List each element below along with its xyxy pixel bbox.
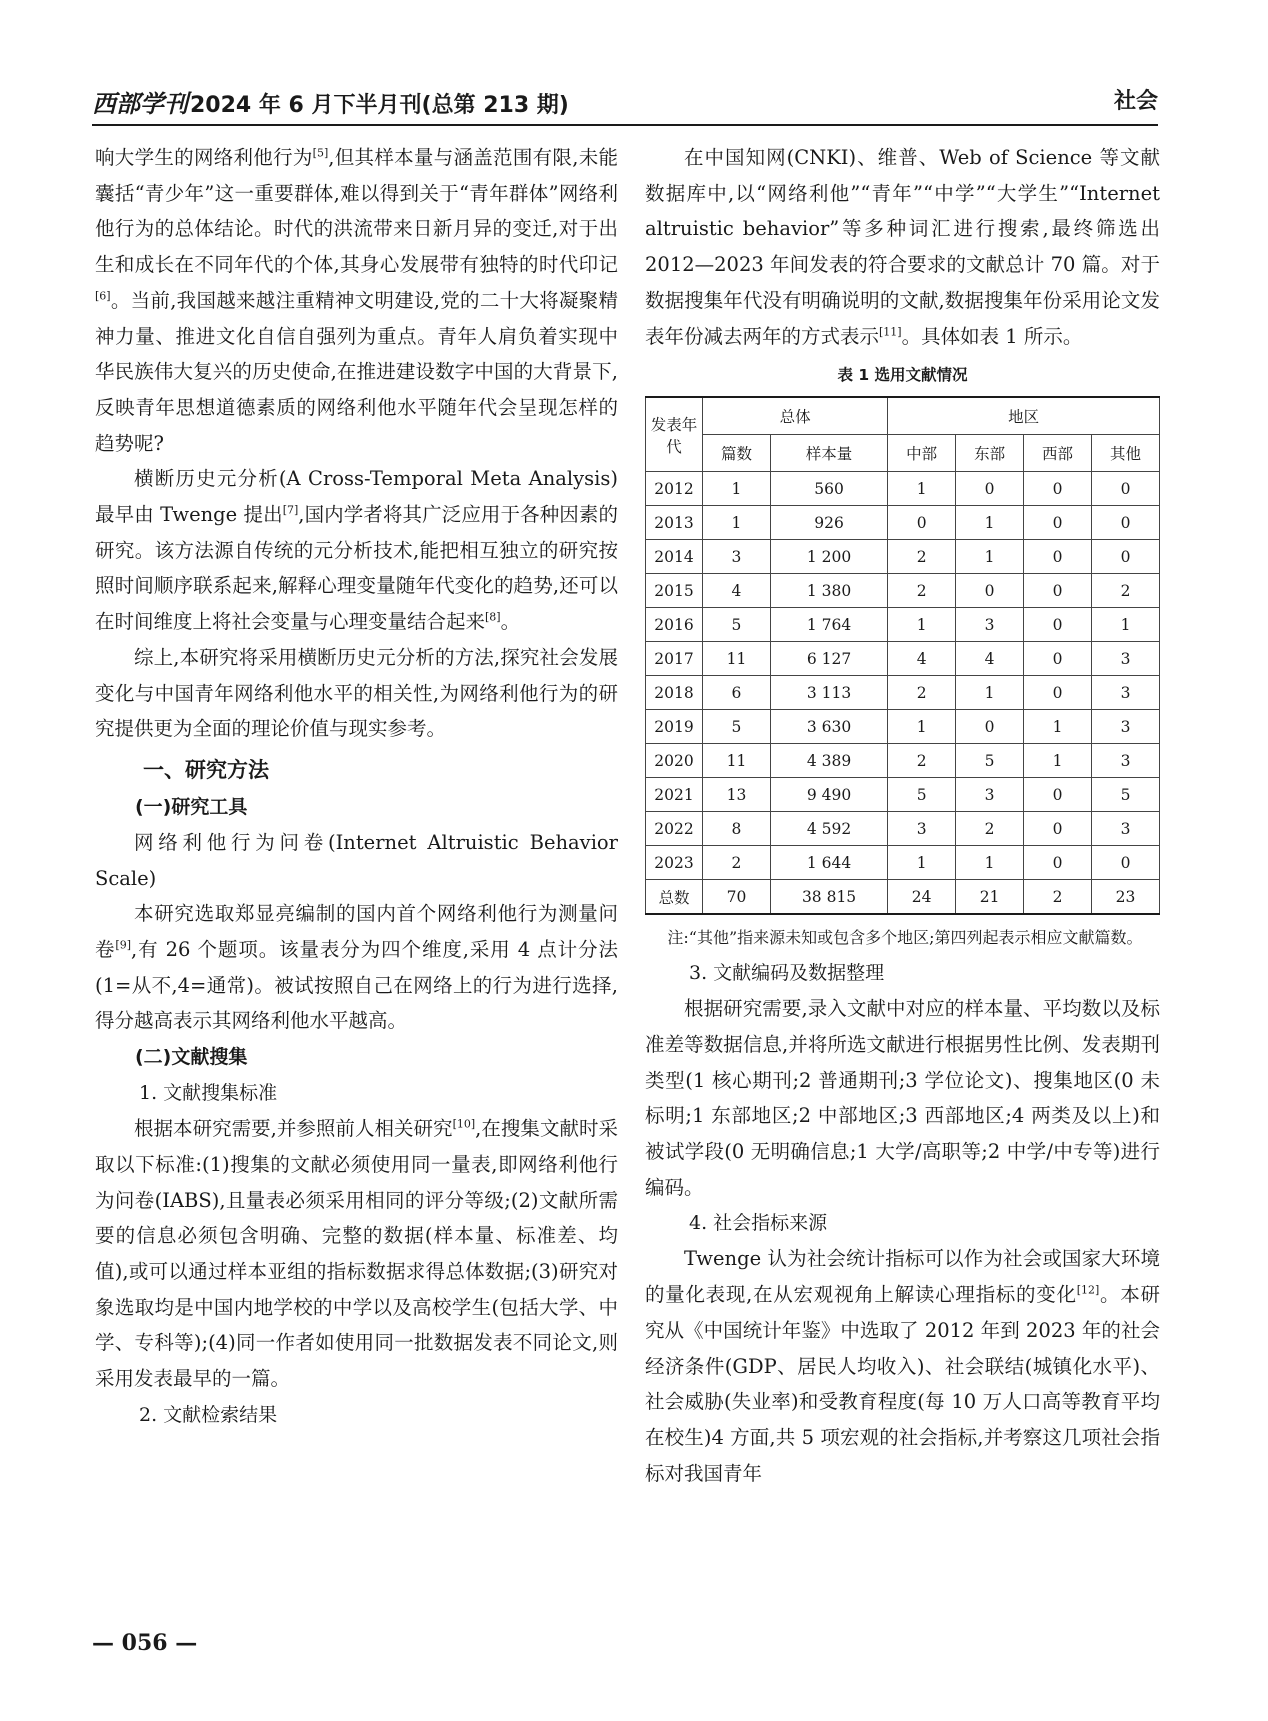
- text: ,有 26 个题项。该量表分为四个维度,采用 4 点计分法(1=从不,4=通常)。被试按照自己在网络上的行为进行选择,得分越高表示其网络利他水平越高。: [95, 938, 618, 1033]
- table-cell: 2: [888, 574, 956, 608]
- paragraph: [95, 1111, 618, 1397]
- table-cell: 1 200: [770, 540, 887, 574]
- table-cell: 0: [956, 574, 1024, 608]
- table-cell: 0: [1024, 540, 1092, 574]
- table-cell: 70: [703, 880, 771, 915]
- minor-heading: 2. 文献检索结果: [139, 1403, 278, 1426]
- header-rule: [92, 124, 1158, 126]
- table-cell: 2020: [646, 744, 703, 778]
- table-cell: 9 490: [770, 778, 887, 812]
- table-cell: 0: [1024, 574, 1092, 608]
- text: 。当前,我国越来越注重精神文明建设,党的二十大将凝聚精神力量、推进文化自信自强列为重点。青年人肩负着实现中华民族伟大复兴的历史使命,在推进建设数字中国的大背景下,反映青年思想道德素质的网络利他水平随年代会呈现怎样的趋势呢?: [95, 288, 618, 455]
- table-cell: 3: [1092, 710, 1160, 744]
- table-cell: 2017: [646, 642, 703, 676]
- table-caption: 表 1 选用文献情况: [837, 366, 968, 385]
- table-cell: 3: [956, 778, 1024, 812]
- citation: [6]: [95, 289, 111, 303]
- text: 。具体如表 1 所示。: [901, 324, 1083, 348]
- paragraph: [95, 140, 618, 461]
- paragraph: 根据研究需要,录入文献中对应的样本量、平均数以及标准差等数据信息,并将所选文献进行根据男性比例、发表期刊类型(1 核心期刊;2 普通期刊;3 学位论文)、搜集地区(0 未标明;1 东部地区;2 中部地区;3 西部地区;4 两类及以上)和被试学段(0 无明确信息;1 大学/高职等;2 中学/中专等)进行编码。: [645, 997, 1160, 1199]
- header-region: 地区: [888, 397, 1160, 435]
- paragraph: [645, 140, 1160, 354]
- table-cell: 21: [956, 880, 1024, 915]
- table-cell: 1: [956, 846, 1024, 880]
- section-label: 社会: [1113, 89, 1158, 114]
- table-cell: 13: [703, 778, 771, 812]
- table-cell: 4: [956, 642, 1024, 676]
- table-cell: 5: [956, 744, 1024, 778]
- text: ,但其样本量与涵盖范围有限,未能囊括“青少年”这一重要群体,难以得到关于“青年群体”网络利他行为的总体结论。时代的洪流带来日新月异的变迁,对于出生和成长在不同年代的个体,其身心发展带有独特的时代印记: [95, 146, 618, 277]
- table-cell: 2: [956, 812, 1024, 846]
- table-cell: 0: [1092, 846, 1160, 880]
- table-row: [646, 880, 1160, 915]
- table-cell: 0: [1024, 642, 1092, 676]
- table-cell: 560: [770, 472, 887, 506]
- table-cell: 2016: [646, 608, 703, 642]
- table-cell: 6 127: [770, 642, 887, 676]
- table-cell: 1 764: [770, 608, 887, 642]
- table-cell: 3: [703, 540, 771, 574]
- table-cell: 0: [1092, 540, 1160, 574]
- section-heading: 一、研究方法: [143, 757, 269, 782]
- table-cell: 5: [703, 608, 771, 642]
- table-cell: 0: [1024, 676, 1092, 710]
- table-cell: 2015: [646, 574, 703, 608]
- table-cell: 4 389: [770, 744, 887, 778]
- table-cell: 3: [1092, 812, 1160, 846]
- table-cell: 2: [888, 744, 956, 778]
- table-cell: 0: [956, 710, 1024, 744]
- table-cell: 23: [1092, 880, 1160, 915]
- subheader-cell: 样本量: [770, 435, 887, 472]
- text: ,在搜集文献时采取以下标准:(1)搜集的文献必须使用同一量表,即网络利他行为问卷(IABS),且量表必须采用相同的评分等级;(2)文献所需要的信息必须包含明确、完整的数据(样本量、标准差、均值),或可以通过样本亚组的指标数据求得总体数据;(3)研究对象选取均是中国内地学校的中学以及高校学生(包括大学、中学、专科等);(4)同一作者如使用同一批数据发表不同论文,则采用发表最早的一篇。: [95, 1117, 619, 1391]
- citation: [8]: [485, 610, 501, 624]
- table-cell: 4 592: [770, 812, 887, 846]
- paragraph: [95, 896, 618, 1039]
- table-cell: 1: [1024, 710, 1092, 744]
- subheader-cell: 西部: [1024, 435, 1092, 472]
- citation: [9]: [115, 938, 131, 952]
- table-cell: 1: [956, 540, 1024, 574]
- table-cell: 1: [888, 608, 956, 642]
- table-cell: 1: [888, 472, 956, 506]
- table-row: [646, 744, 1160, 778]
- minor-heading: 3. 文献编码及数据整理: [689, 962, 885, 985]
- table-cell: 2019: [646, 710, 703, 744]
- literature-table: [645, 396, 1160, 915]
- table-row: [646, 642, 1160, 676]
- text: 本研究选取郑显亮编制的国内首个网络利他行为测量问卷: [95, 902, 618, 962]
- table-row: [646, 540, 1160, 574]
- table-cell: 1: [888, 710, 956, 744]
- issue-text: 2024 年 6 月下半月刊(总第 213 期): [190, 93, 569, 118]
- table-cell: 2: [888, 676, 956, 710]
- paragraph: 网络利他行为问卷(Internet Altruistic Behavior Scale): [95, 830, 618, 890]
- table-cell: 1 380: [770, 574, 887, 608]
- table-row: [646, 608, 1160, 642]
- table-cell: 0: [1024, 778, 1092, 812]
- table-cell: 0: [956, 472, 1024, 506]
- paragraph: [95, 461, 618, 640]
- table-cell: 2012: [646, 472, 703, 506]
- page-number: — 056 —: [92, 1630, 198, 1656]
- table-cell: 11: [703, 744, 771, 778]
- table-cell: 3: [1092, 642, 1160, 676]
- minor-heading: 1. 文献搜集标准: [139, 1082, 278, 1105]
- subsection-heading: (二)文献搜集: [135, 1046, 248, 1069]
- minor-heading: 4. 社会指标来源: [689, 1212, 828, 1235]
- subheader-cell: 篇数: [703, 435, 771, 472]
- citation: [10]: [452, 1117, 476, 1131]
- table-cell: 2021: [646, 778, 703, 812]
- table-cell: 926: [770, 506, 887, 540]
- table-cell: 3: [888, 812, 956, 846]
- right-column: [645, 140, 1160, 1491]
- table-cell: 1: [1092, 608, 1160, 642]
- paragraph: 综上,本研究将采用横断历史元分析的方法,探究社会发展变化与中国青年网络利他水平的相关性,为网络利他行为的研究提供更为全面的理论价值与现实参考。: [95, 645, 618, 741]
- table-cell: 5: [888, 778, 956, 812]
- text: 。: [500, 610, 521, 634]
- table-cell: 1: [888, 846, 956, 880]
- table-cell: 2013: [646, 506, 703, 540]
- text: Twenge 认为社会统计指标可以作为社会或国家大环境的量化表现,在从宏观视角上解读心理指标的变化: [645, 1247, 1160, 1307]
- table-row: [646, 846, 1160, 880]
- text: 。本研究从《中国统计年鉴》中选取了 2012 年到 2023 年的社会经济条件(GDP、居民人均收入)、社会联结(城镇化水平)、社会威胁(失业率)和受教育程度(每 10 万人口高等教育平均在校生)4 方面,共 5 项宏观的社会指标,并考察这几项社会指标对我国青年: [645, 1283, 1160, 1485]
- table-cell: 0: [1024, 506, 1092, 540]
- table-cell: 4: [888, 642, 956, 676]
- table-row: [646, 506, 1160, 540]
- left-column: [95, 140, 618, 1433]
- text: 横断历史元分析(A Cross-Temporal Meta Analysis)最早由 Twenge 提出: [95, 467, 618, 527]
- table-cell: 0: [1024, 608, 1092, 642]
- table-note: 注:“其他”指来源未知或包含多个地区;第四列起表示相应文献篇数。: [667, 928, 1143, 948]
- table-cell: 0: [1024, 812, 1092, 846]
- table-row: [646, 778, 1160, 812]
- table-cell: 2022: [646, 812, 703, 846]
- running-header: [92, 84, 1158, 128]
- table-cell: 1: [703, 472, 771, 506]
- text: 响大学生的网络利他行为: [95, 146, 313, 169]
- table-cell: 5: [1092, 778, 1160, 812]
- table-row: [646, 710, 1160, 744]
- table-cell: 2: [1092, 574, 1160, 608]
- table-cell: 1: [956, 506, 1024, 540]
- table-cell: 2: [888, 540, 956, 574]
- table-cell: 3 113: [770, 676, 887, 710]
- table-cell: 0: [1024, 472, 1092, 506]
- table-cell: 1: [703, 506, 771, 540]
- table-cell: 3: [1092, 744, 1160, 778]
- citation: [5]: [312, 146, 329, 160]
- table-row: [646, 574, 1160, 608]
- paragraph: [645, 1241, 1160, 1491]
- table-cell: 2: [1024, 880, 1092, 915]
- table-cell: 2014: [646, 540, 703, 574]
- table-cell: 0: [888, 506, 956, 540]
- table-row: [646, 472, 1160, 506]
- table-cell: 5: [703, 710, 771, 744]
- text: ,国内学者将其广泛应用于各种因素的研究。该方法源自传统的元分析技术,能把相互独立的研究按照时间顺序联系起来,解释心理变量随年代变化的趋势,还可以在时间维度上将社会变量与心理变量结合起来: [95, 503, 618, 634]
- table-cell: 8: [703, 812, 771, 846]
- journal-logo: 西部学刊: [92, 89, 188, 118]
- table-row: [646, 812, 1160, 846]
- citation: [11]: [879, 325, 902, 339]
- table-cell: 1: [1024, 744, 1092, 778]
- header-total: 总体: [703, 397, 888, 435]
- table-body: [646, 472, 1160, 915]
- header-year: 发表年代: [646, 397, 703, 472]
- subsection-heading: (一)研究工具: [135, 795, 248, 818]
- table-row: [646, 676, 1160, 710]
- table-cell: 3: [1092, 676, 1160, 710]
- text: 根据本研究需要,并参照前人相关研究: [134, 1117, 453, 1141]
- table-cell: 1 644: [770, 846, 887, 880]
- table-cell: 2023: [646, 846, 703, 880]
- table-cell: 2018: [646, 676, 703, 710]
- table-cell: 38 815: [770, 880, 887, 915]
- subheader-row: [646, 435, 1160, 472]
- table-cell: 4: [703, 574, 771, 608]
- table-cell: 11: [703, 642, 771, 676]
- table-cell: 总数: [646, 880, 703, 915]
- table-cell: 0: [1092, 472, 1160, 506]
- journal-issue: [92, 84, 569, 119]
- table-cell: 3 630: [770, 710, 887, 744]
- table-cell: 24: [888, 880, 956, 915]
- citation: [12]: [1076, 1283, 1100, 1297]
- text: 在中国知网(CNKI)、维普、Web of Science 等文献数据库中,以“网络利他”“青年”“中学”“大学生”“Internet altruistic behavior”等多种词汇进行搜索,最终筛选出 2012—2023 年间发表的符合要求的文献总计 70 篇。对于数据搜集年代没有明确说明的文献,数据搜集年份采用论文发表年份减去两年的方式表示: [645, 146, 1160, 348]
- table-cell: 0: [1024, 846, 1092, 880]
- table-cell: 0: [1092, 506, 1160, 540]
- table-cell: 6: [703, 676, 771, 710]
- subheader-cell: 其他: [1092, 435, 1160, 472]
- subheader-cell: 东部: [956, 435, 1024, 472]
- table-cell: 3: [956, 608, 1024, 642]
- citation: [7]: [282, 503, 299, 517]
- table-cell: 1: [956, 676, 1024, 710]
- table-cell: 2: [703, 846, 771, 880]
- subheader-cell: 中部: [888, 435, 956, 472]
